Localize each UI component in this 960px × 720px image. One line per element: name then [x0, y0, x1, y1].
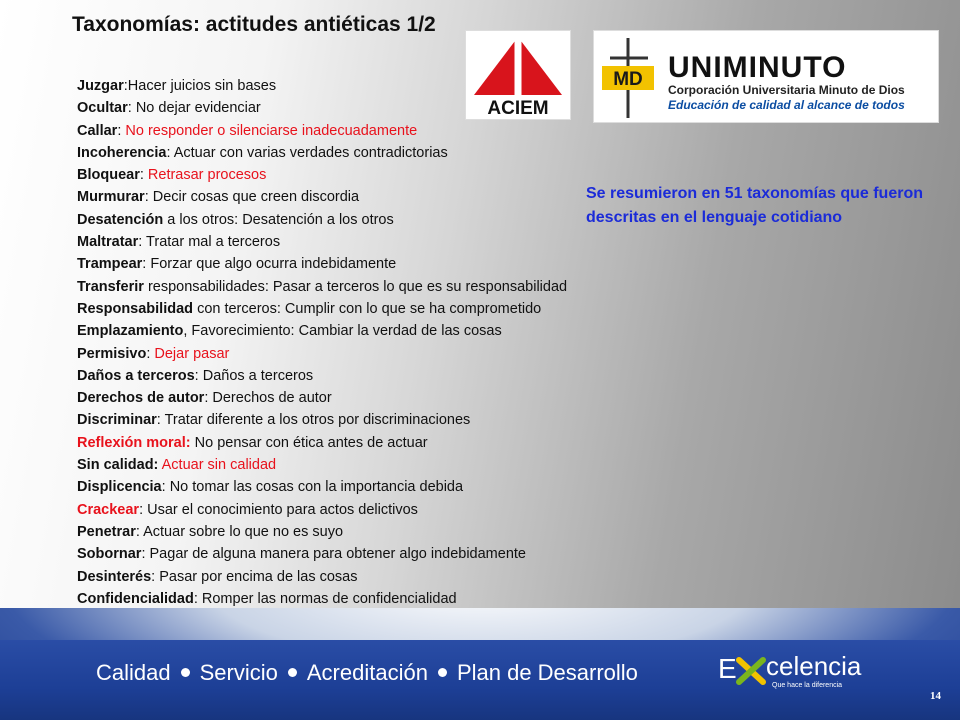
list-item	[77, 387, 757, 409]
excelencia-word: celencia	[766, 651, 862, 681]
list-item	[77, 186, 757, 208]
list-item	[77, 231, 757, 253]
item-description: Favorecimiento: Cambiar la verdad de las cosas	[191, 323, 502, 340]
item-description: Dejar pasar	[154, 345, 230, 362]
item-description: No dejar evidenciar	[135, 100, 261, 117]
list-item	[77, 120, 757, 142]
excelencia-x-icon	[736, 657, 766, 685]
item-term: Emplazamiento	[77, 323, 184, 340]
item-term: Callar	[77, 122, 118, 139]
list-item	[77, 543, 757, 565]
item-description: Hacer juicios sin bases	[127, 78, 277, 94]
uniminuto-name: UNIMINUTO	[668, 51, 847, 84]
item-description: No responder o silenciarse inadecuadamente	[125, 122, 418, 139]
list-item	[77, 409, 757, 431]
item-term: Sobornar	[77, 546, 142, 563]
item-description: Tratar diferente a los otros por discriminaciones	[164, 412, 471, 429]
list-item	[77, 432, 757, 454]
item-term: Reflexión moral:	[77, 434, 191, 451]
item-term: Permisivo	[77, 345, 147, 362]
list-item	[77, 320, 757, 342]
item-term: Transferir	[77, 278, 144, 295]
item-description: Usar el conocimiento para actos delictivos	[147, 501, 418, 518]
item-separator: :	[151, 568, 160, 585]
item-term: Crackear	[77, 501, 140, 518]
item-separator: :	[194, 367, 203, 384]
footer-tagline	[96, 660, 638, 686]
list-item	[77, 298, 757, 320]
list-item	[77, 476, 757, 498]
item-description: Actuar con varias verdades contradictorias	[173, 144, 448, 161]
item-term: Trampear	[77, 256, 143, 273]
taxonomy-list	[77, 75, 757, 610]
summary-note: Se resumieron en 51 taxonomías que fueron descritas en el lenguaje cotidiano	[586, 185, 923, 226]
item-separator: :	[127, 100, 136, 117]
item-term: Ocultar	[77, 100, 128, 117]
item-term: Confidencialidad	[77, 590, 194, 607]
item-term: Maltratar	[77, 234, 139, 251]
list-item	[77, 276, 757, 298]
item-separator: :	[193, 590, 202, 607]
item-term: Desatención	[77, 211, 164, 228]
list-item	[77, 588, 757, 610]
list-item	[77, 142, 757, 164]
item-separator: :	[139, 501, 148, 518]
item-separator: :	[166, 144, 174, 161]
uniminuto-subtitle: Corporación Universitaria Minuto de Dios	[668, 83, 905, 97]
list-item	[77, 566, 757, 588]
tagline-item: Plan de Desarrollo	[456, 660, 638, 685]
item-term: Sin calidad:	[77, 457, 159, 474]
item-description: responsabilidades: Pasar a terceros lo que es su responsabilidad	[147, 278, 568, 295]
item-separator: ,	[183, 323, 192, 340]
item-description: Daños a terceros	[202, 367, 314, 384]
uniminuto-slogan: Educación de calidad al alcance de todos	[668, 98, 905, 112]
item-separator: :	[139, 167, 148, 184]
bullet-dot-icon	[288, 668, 297, 677]
item-term: Daños a terceros	[77, 367, 195, 384]
item-separator: :	[141, 546, 150, 563]
excelencia-e: E	[718, 653, 737, 684]
list-item	[77, 164, 757, 186]
item-separator: :	[123, 78, 128, 94]
item-description: Retrasar procesos	[147, 167, 267, 184]
item-separator: :	[161, 479, 170, 496]
item-separator: :	[138, 234, 147, 251]
item-description: Pagar de alguna manera para obtener algo indebidamente	[149, 546, 526, 563]
tagline-item: Calidad	[96, 660, 171, 685]
uniminuto-mark-text: MD	[613, 69, 643, 90]
list-item	[77, 343, 757, 365]
bullet-dot-icon	[181, 668, 190, 677]
item-description: Decir cosas que creen discordia	[152, 189, 360, 206]
item-separator: :	[142, 256, 151, 273]
item-description: con terceros: Cumplir con lo que se ha comprometido	[197, 300, 542, 317]
item-term: Derechos de autor	[77, 390, 205, 407]
excelencia-tagline: Que hace la diferencia	[772, 682, 843, 689]
list-item	[77, 454, 757, 476]
list-item	[77, 521, 757, 543]
item-separator: :	[204, 390, 213, 407]
item-description: Pasar por encima de las cosas	[159, 568, 358, 585]
list-item	[77, 97, 757, 119]
item-description: Actuar sobre lo que no es suyo	[143, 523, 344, 540]
item-term: Desinterés	[77, 568, 152, 585]
item-separator: :	[135, 523, 144, 540]
item-term: Penetrar	[77, 523, 136, 540]
item-separator: :	[146, 345, 155, 362]
item-term: Displicencia	[77, 479, 162, 496]
item-term: Responsabilidad	[77, 300, 194, 317]
item-description: Romper las normas de confidencialidad	[201, 590, 457, 607]
slide-title: Taxonomías: actitudes antiéticas 1/2	[72, 13, 436, 36]
item-term: Juzgar	[77, 78, 124, 94]
item-description: a los otros: Desatención a los otros	[167, 211, 394, 228]
list-item	[77, 499, 757, 521]
item-description: No tomar las cosas con la importancia debida	[169, 479, 464, 496]
bullet-dot-icon	[438, 668, 447, 677]
tagline-item: Servicio	[199, 660, 278, 685]
item-term: Discriminar	[77, 412, 157, 429]
list-item	[77, 253, 757, 275]
item-term: Incoherencia	[77, 144, 167, 161]
item-description: Actuar sin calidad	[161, 457, 277, 474]
page-number: 14	[930, 690, 941, 702]
item-description: Tratar mal a terceros	[146, 234, 281, 251]
item-term: Murmurar	[77, 189, 145, 206]
item-description: Forzar que algo ocurra indebidamente	[150, 256, 397, 273]
item-term: Bloquear	[77, 167, 140, 184]
item-description: Derechos de autor	[212, 390, 332, 407]
aciem-logo-text: ACIEM	[487, 98, 549, 119]
list-item	[77, 365, 757, 387]
list-item	[77, 75, 757, 97]
item-separator: :	[117, 122, 126, 139]
item-description: No pensar con ética antes de actuar	[194, 434, 428, 451]
list-item	[77, 209, 757, 231]
tagline-item: Acreditación	[306, 660, 428, 685]
item-separator: :	[144, 189, 153, 206]
item-separator: :	[156, 412, 165, 429]
